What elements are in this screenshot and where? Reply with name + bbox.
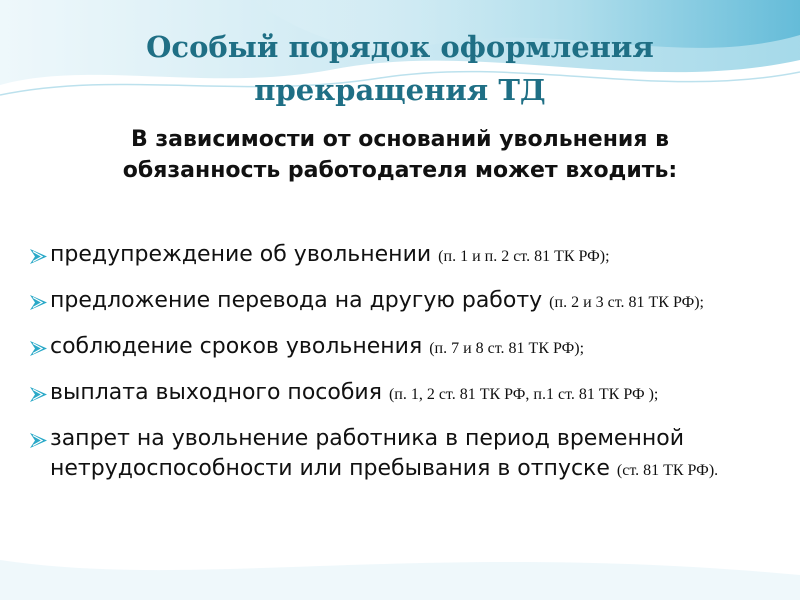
intro-text <box>60 124 740 186</box>
item-main-text: выплата выходного пособия <box>50 380 389 405</box>
slide-title <box>0 26 800 112</box>
obligations-list <box>30 240 780 500</box>
arrow-bullet-icon <box>30 295 47 310</box>
item-reference: (п. 1 и п. 2 ст. 81 ТК РФ); <box>438 248 610 265</box>
arrow-bullet-icon <box>30 249 47 264</box>
list-item <box>30 332 780 364</box>
list-item <box>30 286 780 318</box>
arrow-bullet-icon <box>30 387 47 402</box>
title-line: Особый порядок оформления <box>146 30 654 64</box>
item-main-text: соблюдение сроков увольнения <box>50 334 430 359</box>
item-reference: (п. 1, 2 ст. 81 ТК РФ, п.1 ст. 81 ТК РФ ); <box>388 386 659 403</box>
item-main-text: предупреждение об увольнении <box>50 242 439 267</box>
list-item <box>30 424 780 486</box>
title-line: прекращения ТД <box>254 73 546 107</box>
item-reference: (п. 2 и 3 ст. 81 ТК РФ); <box>549 294 704 311</box>
list-item <box>30 240 780 272</box>
item-reference: (ст. 81 ТК РФ). <box>616 462 719 479</box>
item-reference: (п. 7 и 8 ст. 81 ТК РФ); <box>429 340 585 357</box>
list-item <box>30 378 780 410</box>
item-main-text: запрет на увольнение работника в период временной нетрудоспособности или пребывания в отпуске <box>50 426 684 481</box>
intro-line: В зависимости от оснований увольнения в <box>130 127 670 152</box>
arrow-bullet-icon <box>30 341 47 356</box>
item-main-text: предложение перевода на другую работу <box>50 288 550 313</box>
intro-line: обязанность работодателя может входить: <box>122 158 678 183</box>
arrow-bullet-icon <box>30 433 47 448</box>
